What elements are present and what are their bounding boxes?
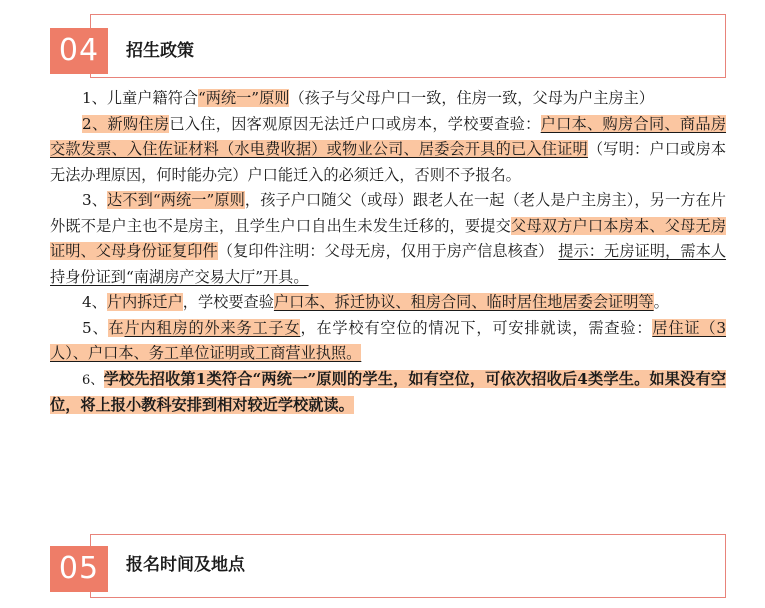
item-text: 。: [653, 293, 669, 311]
highlight-underline-text: 居住证（3人）、户口本、务工单位证明或工商营业执照。: [50, 318, 727, 362]
highlight-text: 达不到“两统一”原则: [107, 191, 245, 209]
underline-text: 提示：无房证明，需本人持身份证到“南湖房产交易大厅”开具。: [50, 242, 727, 286]
policy-body: [50, 86, 726, 419]
highlight-text: 在: [108, 318, 125, 337]
policy-item-5: [50, 316, 726, 367]
section-number: 04: [50, 28, 108, 74]
item-text: ，孩子户口随父（或母）跟老人在一起（老人是户主房主），另一方在片外既不是户主也不是房主，且学生户口自出生未发生迁移的，要提交: [50, 191, 726, 235]
policy-item-4: [50, 290, 726, 316]
item-number: 4、: [82, 293, 107, 311]
policy-item-6: [50, 367, 726, 419]
item-text: （孩子与父母户口一致，住房一致，父母为户主房主）: [289, 89, 654, 107]
item-number: 3、: [82, 191, 108, 209]
item-number: 1、: [82, 89, 107, 107]
highlight-text: 新购住房: [107, 114, 170, 133]
item-number: 6、: [82, 372, 104, 388]
policy-item-1: [50, 86, 726, 112]
policy-item-2: [50, 112, 726, 189]
item-text: 已入住，因客观原因无法迁户口或房本，学校要查验：: [169, 114, 541, 133]
section-title: 报名时间及地点: [126, 555, 245, 575]
section-title: 招生政策: [126, 41, 194, 61]
item-text: 儿童户籍符合: [106, 89, 198, 107]
highlight-text: “两统一”原则: [197, 89, 290, 107]
item-text: ，学校要查验: [182, 293, 274, 311]
section-header-05: [50, 534, 726, 600]
highlight-text: 片内拆迁户: [106, 293, 183, 311]
item-text: （写明：户口或房本无法办理原因，何时能办完）户口能迁入的必须迁入，否则不予报名。: [50, 140, 727, 184]
item-number: 2、: [82, 114, 108, 133]
policy-item-3: [50, 188, 726, 290]
highlight-underline-text: 户口本、购房合同、商品房交款发票、入住佐证材料（水电费收据）或物业公司、居委会开具的已入住证明: [50, 114, 727, 158]
section-header-04: [50, 14, 726, 80]
item-text: ，在学校有空位的情况下，可安排就读，需查验：: [300, 318, 653, 337]
section-number: 05: [50, 546, 108, 592]
highlight-bold-text: 学校先招收第1类符合“两统一”原则的学生，如有空位，可依次招收后4类学生。如果没有空位，将上报小教科安排到相对较近学校就读。: [50, 369, 727, 414]
item-number: 5、: [82, 318, 109, 337]
highlight-underline-text: 片内租房的外来务工子女: [124, 318, 301, 337]
highlight-text: 父母双方户口本房本、父母无房证明、父母身份证复印件: [50, 216, 727, 260]
highlight-underline-text: 户口本、拆迁协议、租房合同、临时居住地居委会证明等: [273, 293, 654, 311]
item-text: （复印件注明：父母无房，仅用于房产信息核查）: [217, 242, 554, 260]
